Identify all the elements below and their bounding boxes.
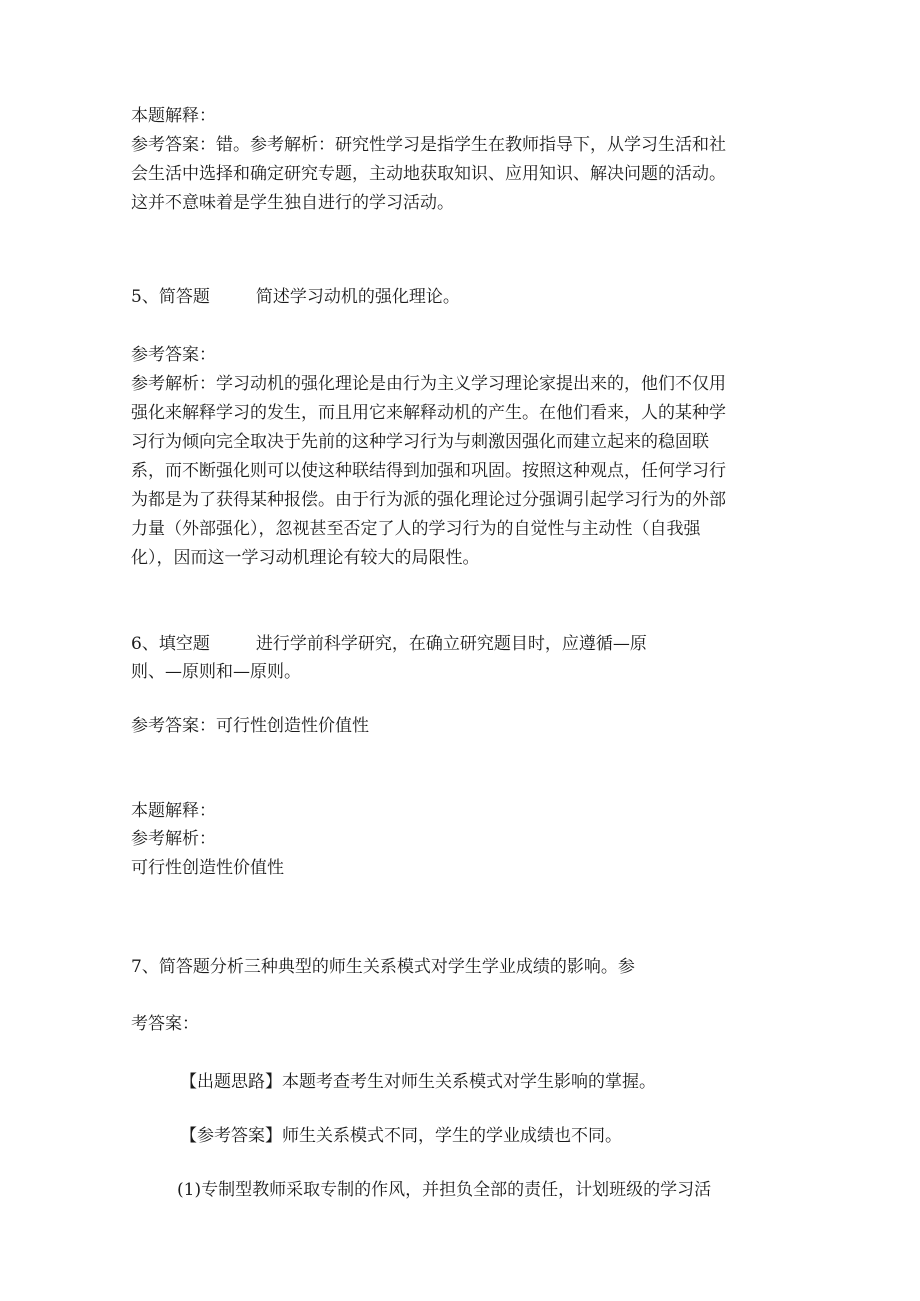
prev-explain-line-3: 这并不意味着是学生独自进行的学习活动。 <box>131 193 454 213</box>
q6-analysis-text: 可行性创造性价值性 <box>131 858 284 878</box>
q6-number-type: 6、填空题 <box>131 634 210 654</box>
q5-analysis-line-2: 强化来解释学习的发生，而且用它来解释动机的产生。在他们看来，人的某种学 <box>131 403 726 423</box>
q5-analysis-line-5: 为都是为了获得某种报偿。由于行为派的强化理论过分强调引起学习行为的外部 <box>131 490 726 510</box>
q6-analysis-label: 参考解析： <box>131 829 216 849</box>
q5-number-type: 5、简答题 <box>131 287 210 307</box>
q7-heading-line-2: 考答案： <box>131 1014 199 1034</box>
prev-explain-line-1: 参考答案：错。参考解析：研究性学习是指学生在教师指导下，从学习生活和社 <box>131 135 726 155</box>
q7-reference-answer: 【参考答案】师生关系模式不同，学生的学业成绩也不同。 <box>180 1126 622 1146</box>
q6-heading <box>131 632 647 656</box>
q6-explain-label: 本题解释： <box>131 801 216 821</box>
q5-analysis-line-3: 习行为倾向完全取决于先前的这种学习行为与刺激因强化而建立起来的稳固联 <box>131 432 709 452</box>
q6-question-line-2: 则、—原则和—原则。 <box>131 662 301 682</box>
q6-answer: 参考答案：可行性创造性价值性 <box>131 716 369 736</box>
q7-point-1: (1)专制型教师采取专制的作风，并担负全部的责任，计划班级的学习活 <box>177 1180 712 1200</box>
prev-explain-label: 本题解释： <box>131 106 216 126</box>
q5-analysis-line-4: 系，而不断强化则可以使这种联结得到加强和巩固。按照这种观点，任何学习行 <box>131 461 726 481</box>
q6-question-line-1: 进行学前科学研究，在确立研究题目时，应遵循—原 <box>255 634 647 654</box>
q5-heading <box>131 285 460 309</box>
q7-question-idea: 【出题思路】本题考查考生对师生关系模式对学生影响的掌握。 <box>180 1072 656 1092</box>
q7-heading-line-1: 7、简答题分析三种典型的师生关系模式对学生学业成绩的影响。参 <box>131 957 635 977</box>
q5-analysis-line-7: 化），因而这一学习动机理论有较大的局限性。 <box>131 548 480 568</box>
q5-answer-label: 参考答案： <box>131 345 216 365</box>
q5-question: 简述学习动机的强化理论。 <box>255 287 460 307</box>
q5-analysis-line-6: 力量（外部强化），忽视甚至否定了人的学习行为的自觉性与主动性（自我强 <box>131 519 701 539</box>
prev-explain-line-2: 会生活中选择和确定研究专题，主动地获取知识、应用知识、解决问题的活动。 <box>131 164 726 184</box>
q5-analysis-line-1: 参考解析：学习动机的强化理论是由行为主义学习理论家提出来的，他们不仅用 <box>131 374 726 394</box>
